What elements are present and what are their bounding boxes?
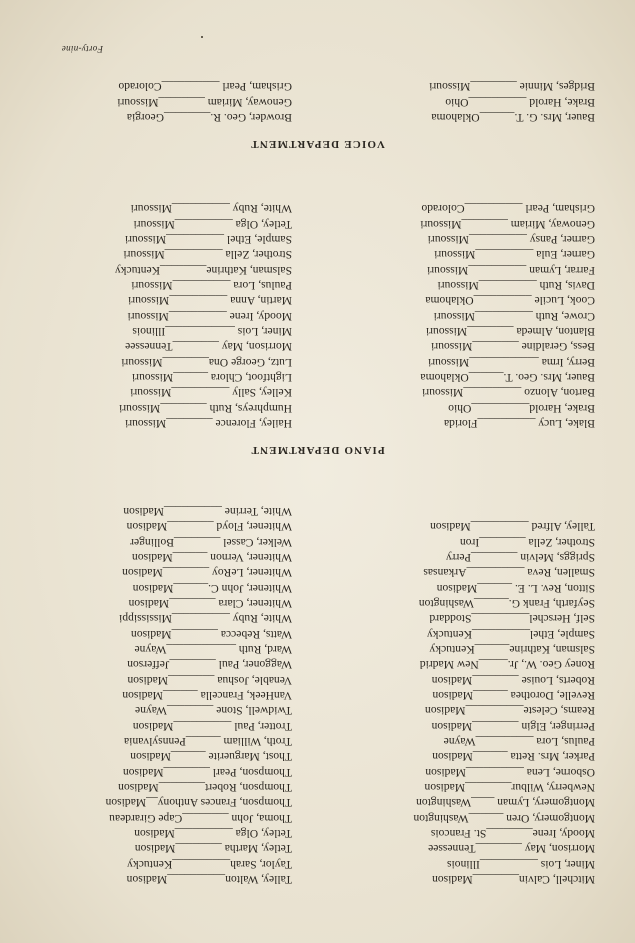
roster-entry-text: Browder, Geo. R.________Georgia — [126, 111, 292, 124]
roster-entry — [40, 703, 292, 718]
top-list-left — [340, 519, 595, 887]
roster-entry-text: Garner, Eula __________Missouri — [434, 248, 595, 262]
roster-entry-text: Bauer, Mrs. G. T.______Oklahoma — [431, 111, 595, 124]
roster-entry — [40, 642, 292, 657]
roster-entry-text: Genoway, Miriam ________Missouri — [117, 95, 292, 109]
piano-department-heading: PIANO DEPARTMENT — [250, 444, 385, 456]
roster-entry — [40, 385, 292, 400]
roster-entry-text: Venable, Joshua ________Madison — [127, 673, 292, 687]
voice-list-right — [40, 79, 292, 125]
roster-entry — [340, 324, 595, 339]
roster-entry — [40, 293, 292, 308]
roster-entry-text: Tetley, Olga __________Madison — [134, 827, 292, 841]
roster-entry-text: Sample, Ethel __________Missouri — [124, 233, 292, 247]
roster-entry — [40, 749, 292, 764]
roster-entry-text: Waggoner, Paul ________Jefferson — [127, 658, 292, 672]
roster-entry-text: Whitener, Vernon ______Madison — [132, 551, 292, 565]
piano-list-right — [40, 201, 292, 431]
roster-entry — [340, 262, 595, 277]
roster-entry — [340, 764, 595, 779]
roster-entry — [340, 826, 595, 841]
page-number: Forty-nine — [61, 44, 103, 54]
roster-entry — [340, 596, 595, 611]
roster-entry-text: Thompson, Pearl ________Madison — [122, 765, 292, 779]
roster-entry — [40, 278, 292, 293]
roster-entry-text: Thost, Marguerite ______Madison — [130, 750, 292, 764]
roster-entry-text: Kelley, Sally __________Missouri — [130, 386, 292, 400]
roster-entry — [340, 565, 595, 580]
roster-entry-text: Sitton, Rev. L. E. ______Madison — [436, 581, 595, 595]
roster-entry — [40, 780, 292, 795]
roster-entry-text: Miner, Lois ____________Illinois — [132, 325, 292, 339]
roster-entry — [340, 416, 595, 431]
roster-entry-text: Ward, Ruth ____________Wayne — [134, 643, 292, 657]
roster-entry — [340, 795, 595, 810]
roster-entry — [340, 672, 595, 687]
roster-entry-text: Lutz, George Ona________Missouri — [121, 355, 292, 369]
roster-entry — [40, 841, 292, 856]
roster-entry — [340, 734, 595, 749]
roster-entry — [40, 672, 292, 687]
roster-entry — [340, 810, 595, 825]
roster-entry-text: Parker, Mrs. Retta ______Madison — [432, 750, 595, 764]
roster-entry-text: Bridges, Minnie ________Missouri — [429, 80, 595, 94]
roster-entry — [40, 626, 292, 641]
roster-entry — [40, 580, 292, 595]
voice-department-heading: VOICE DEPARTMENT — [250, 138, 385, 150]
roster-entry — [340, 749, 595, 764]
roster-entry — [40, 416, 292, 431]
roster-entry-text: Newberry, Wilbur________Madison — [424, 781, 595, 795]
roster-entry-text: Garner, Pansy __________Missouri — [427, 233, 595, 247]
roster-entry-text: Mitchell, Calvin________Madison — [432, 873, 595, 886]
top-list-right — [40, 504, 292, 887]
roster-entry — [340, 872, 595, 887]
roster-entry-text: Moody, Irene __________Missouri — [127, 309, 292, 323]
roster-entry-text: Blake, Lucy __________Florida — [443, 417, 595, 430]
roster-entry-text: Humphreys, Ruth ________Missouri — [119, 401, 292, 415]
roster-entry-text: Talley, Walton__________Madison — [126, 873, 292, 886]
roster-entry — [340, 110, 595, 125]
roster-entry-text: Roney Geo. W., Jr._____New Madrid — [419, 658, 595, 672]
roster-entry-text: Montgomery, Oren ______Washington — [413, 811, 595, 825]
roster-entry — [40, 872, 292, 887]
roster-entry-text: Twidwell, Stone ________Wayne — [134, 704, 292, 718]
roster-entry-text: Berry, Irma ____________Missouri — [427, 355, 595, 369]
roster-entry-text: Watts, Rebecca ________Madison — [130, 627, 292, 641]
roster-entry — [40, 856, 292, 871]
roster-entry-text: Grisham, Pearl __________Colorado — [421, 202, 595, 216]
roster-entry — [340, 780, 595, 795]
roster-entry — [340, 216, 595, 231]
roster-entry — [340, 94, 595, 109]
roster-entry-text: Talley, Alfred __________Madison — [430, 520, 595, 534]
roster-entry-text: Cook, Lucile __________Oklahoma — [425, 294, 595, 308]
roster-entry — [340, 400, 595, 415]
roster-entry-text: Morrison, May ________Tennessee — [428, 842, 595, 856]
roster-entry — [40, 734, 292, 749]
roster-entry — [40, 370, 292, 385]
roster-entry — [340, 611, 595, 626]
roster-entry-text: Montgomery, Lyman ____Washington — [416, 796, 595, 810]
roster-entry — [340, 519, 595, 534]
roster-entry-text: Tetley, Olga __________Missouri — [133, 217, 292, 231]
roster-entry — [40, 504, 292, 519]
roster-entry — [340, 385, 595, 400]
roster-entry — [40, 718, 292, 733]
roster-entry-text: Crowe, Ruth __________Missouri — [433, 309, 595, 323]
roster-entry — [40, 79, 292, 94]
voice-list-left — [340, 79, 595, 125]
roster-entry-text: Whitener, Clara ________Madison — [128, 597, 292, 611]
roster-entry — [40, 657, 292, 672]
roster-entry-text: Davis, Ruth __________Missouri — [437, 279, 595, 293]
roster-entry-text: Whitener, Floyd ________Madison — [126, 520, 292, 534]
roster-entry — [40, 324, 292, 339]
roster-entry-text: Welker, Cassel ________Bollinger — [130, 535, 292, 549]
roster-entry-text: Lightfoot, Chlora ______Missouri — [131, 371, 292, 385]
roster-entry-text: Martin, Anna __________Missouri — [128, 294, 292, 308]
roster-entry — [40, 565, 292, 580]
roster-entry-text: Grisham, Pearl __________Colorado — [118, 80, 292, 94]
roster-entry — [340, 370, 595, 385]
roster-entry-text: Whitener, John C.______Madison — [132, 581, 292, 595]
roster-entry-text: White, Terrine __________Madison — [123, 505, 292, 519]
roster-entry — [340, 657, 595, 672]
roster-entry — [40, 611, 292, 626]
roster-entry-text: Roberts, Louise ________Madison — [431, 673, 595, 687]
roster-entry — [340, 534, 595, 549]
roster-entry — [340, 201, 595, 216]
roster-entry — [340, 718, 595, 733]
roster-entry-text: White, Ruby __________Missouri — [130, 202, 292, 216]
roster-entry-text: Strother, Zella __________Missouri — [123, 248, 292, 262]
print-speck — [201, 36, 203, 38]
roster-entry-text: Smallen, Reva __________Arkansas — [423, 566, 595, 580]
roster-entry — [340, 232, 595, 247]
roster-entry — [340, 354, 595, 369]
roster-entry-text: Paulus, Lora __________Missouri — [131, 279, 292, 293]
roster-entry-text: Miner, Lois __________Illinois — [447, 857, 595, 871]
roster-entry-text: Osborne, Lena __________Madison — [425, 765, 595, 779]
roster-entry — [40, 308, 292, 323]
roster-entry — [40, 519, 292, 534]
roster-entry — [40, 826, 292, 841]
roster-entry — [340, 642, 595, 657]
roster-entry-text: Farrar, Lyman __________Missouri — [427, 263, 595, 277]
roster-entry — [40, 339, 292, 354]
roster-entry — [40, 795, 292, 810]
roster-entry — [340, 626, 595, 641]
roster-entry-text: Tetley, Martha ________Madison — [134, 842, 292, 856]
roster-entry-text: Genoway, Miriam ________Missouri — [420, 217, 595, 231]
roster-entry-text: Hailey, Florence ________Missouri — [124, 417, 292, 430]
roster-entry — [340, 79, 595, 94]
roster-entry-text: Thompson, Robert________Madison — [118, 781, 292, 795]
roster-entry-text: Whitener, LeRoy ________Madison — [122, 566, 292, 580]
roster-entry — [340, 703, 595, 718]
roster-entry-text: Strother, Zella ________Iron — [459, 535, 595, 549]
roster-entry — [40, 596, 292, 611]
roster-entry-text: Salsman, Kathrine________Kentucky — [114, 263, 292, 277]
roster-entry-text: Taylor, Sarah__________Kentucky — [127, 857, 292, 871]
roster-entry — [340, 339, 595, 354]
roster-entry-text: Moody, Irene________St. Francois — [430, 827, 595, 841]
roster-entry-text: Sample, Ethel__________Kentucky — [426, 627, 595, 641]
roster-entry-text: Bess, Geraldine ________Missouri — [431, 340, 595, 354]
roster-entry-text: Morrison, May ________Tennessee — [125, 340, 292, 354]
roster-entry — [340, 580, 595, 595]
roster-entry-text: Barton, Alonzo __________Missouri — [422, 386, 595, 400]
roster-entry-text: Thompson, Frances Anthony__Madison — [105, 796, 292, 810]
roster-entry-text: Troth, William ______Pennsylvania — [124, 735, 292, 749]
roster-entry — [40, 201, 292, 216]
roster-entry-text: Trotter, Paul __________Madison — [132, 719, 292, 733]
roster-entry — [340, 247, 595, 262]
roster-entry — [40, 688, 292, 703]
roster-entry-text: Blanton, Almeda ________Missouri — [425, 325, 595, 339]
roster-entry — [40, 216, 292, 231]
roster-entry — [340, 308, 595, 323]
roster-entry — [40, 534, 292, 549]
roster-entry — [40, 354, 292, 369]
roster-entry-text: White, Ruby __________Mississippi — [119, 612, 292, 626]
roster-entry — [40, 764, 292, 779]
roster-entry — [40, 247, 292, 262]
roster-entry — [40, 400, 292, 415]
roster-entry — [340, 293, 595, 308]
roster-entry-text: Bauer, Mrs. Geo. T.______Oklahoma — [420, 371, 595, 385]
roster-entry-text: Paulus, Lora __________Wayne — [443, 735, 595, 749]
roster-entry-text: Revelle, Dorothea ______Madison — [432, 689, 595, 703]
roster-entry — [340, 841, 595, 856]
roster-entry — [40, 262, 292, 277]
roster-entry — [340, 550, 595, 565]
roster-entry-text: Reams, Celeste__________Madison — [424, 704, 595, 718]
roster-entry-text: Brake, Harold__________Ohio — [448, 401, 595, 415]
roster-entry — [40, 550, 292, 565]
piano-list-left — [340, 201, 595, 431]
roster-entry-text: Perringer, Elgin ________Madison — [431, 719, 595, 733]
roster-entry — [40, 232, 292, 247]
roster-entry — [40, 94, 292, 109]
roster-entry — [340, 278, 595, 293]
roster-entry-text: Thoma, John ________Cape Girardeau — [109, 811, 292, 825]
roster-entry — [40, 810, 292, 825]
roster-entry-text: Spriggs, Melvin ________Perry — [445, 551, 595, 565]
roster-entry-text: Brake, Harold __________Ohio — [445, 95, 595, 109]
roster-entry-text: VanHeek, Francella ______Madison — [122, 689, 292, 703]
roster-entry-text: Self, Herschel__________Stoddard — [429, 612, 595, 626]
roster-entry-text: Seyfarth, Frank G.______Washington — [418, 597, 595, 611]
roster-entry — [340, 688, 595, 703]
roster-entry — [340, 856, 595, 871]
roster-entry-text: Salsman, Kathrine______Kentucky — [429, 643, 595, 657]
roster-entry — [40, 110, 292, 125]
